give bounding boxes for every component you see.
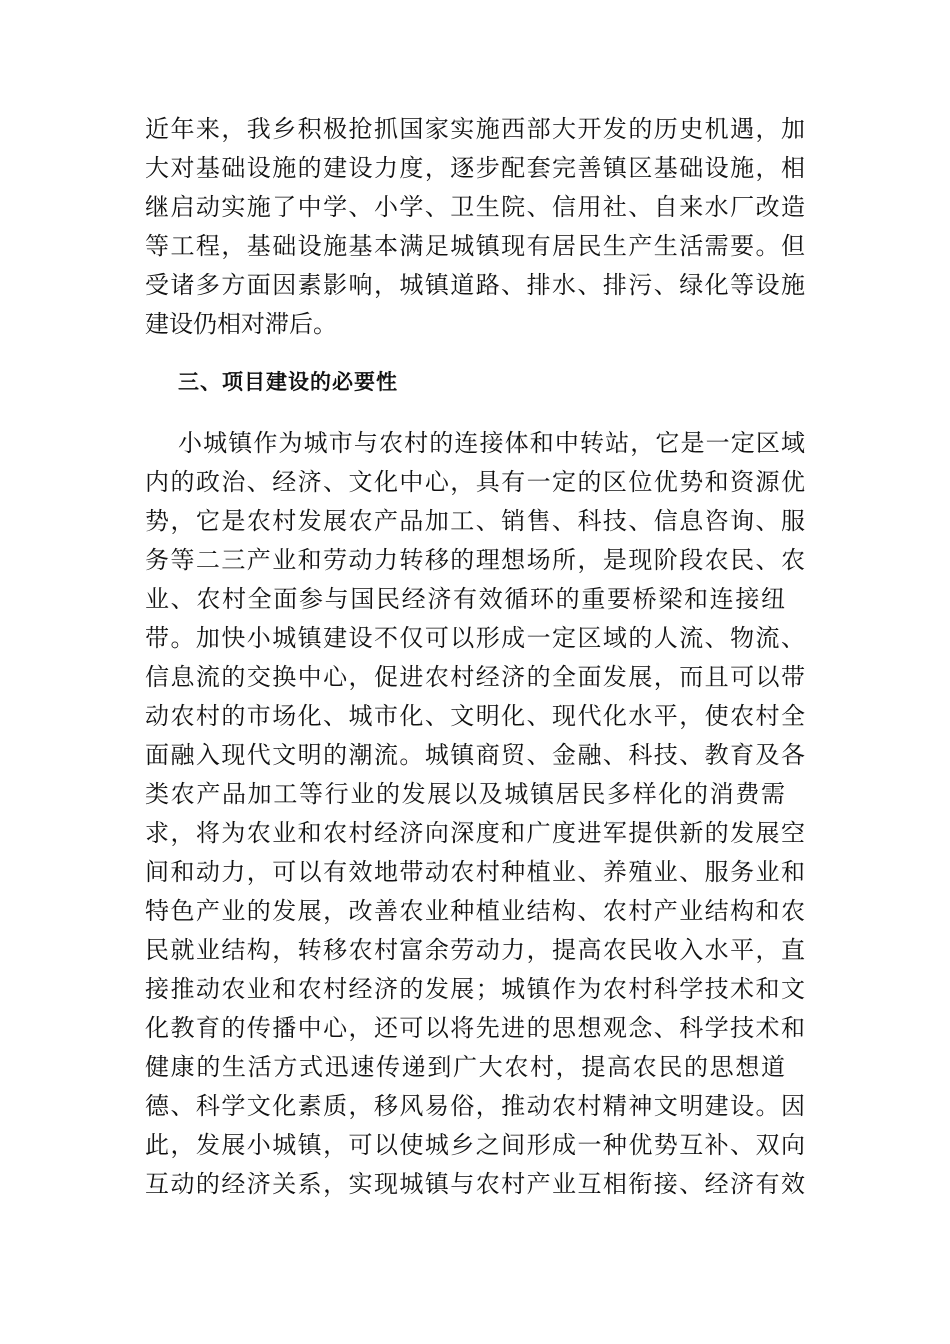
text-line: 健康的生活方式迅速传递到广大农村，提高农民的思想道 — [145, 1053, 785, 1081]
text-line: 势，它是农村发展农产品加工、销售、科技、信息咨询、服 — [145, 507, 805, 535]
text-line: 务等二三产业和劳动力转移的理想场所，是现阶段农民、农 — [145, 546, 805, 574]
section-heading: 三、项目建设的必要性 — [178, 370, 398, 394]
text-line: 业、农村全面参与国民经济有效循环的重要桥梁和连接纽 — [145, 585, 785, 613]
text-line: 求，将为农业和农村经济向深度和广度进军提供新的发展空 — [145, 819, 805, 847]
text-line: 受诸多方面因素影响，城镇道路、排水、排污、绿化等设施 — [145, 271, 805, 299]
text-line: 接推动农业和农村经济的发展；城镇作为农村科学技术和文 — [145, 975, 805, 1003]
text-line: 等工程，基础设施基本满足城镇现有居民生产生活需要。但 — [145, 232, 805, 260]
text-line: 特色产业的发展，改善农业种植业结构、农村产业结构和农 — [145, 897, 805, 925]
text-line: 德、科学文化素质，移风易俗，推动农村精神文明建设。因 — [145, 1092, 805, 1120]
text-line: 互动的经济关系，实现城镇与农村产业互相衔接、经济有效 — [145, 1170, 805, 1198]
text-line: 继启动实施了中学、小学、卫生院、信用社、自来水厂改造 — [145, 193, 805, 221]
text-line: 类农产品加工等行业的发展以及城镇居民多样化的消费需 — [145, 780, 785, 808]
text-line: 民就业结构，转移农村富余劳动力，提高农民收入水平，直 — [145, 936, 805, 964]
text-line: 化教育的传播中心，还可以将先进的思想观念、科学技术和 — [145, 1014, 805, 1042]
text-line: 内的政治、经济、文化中心，具有一定的区位优势和资源优 — [145, 468, 805, 496]
text-line: 此，发展小城镇，可以使城乡之间形成一种优势互补、双向 — [145, 1131, 805, 1159]
text-line: 动农村的市场化、城市化、文明化、现代化水平，使农村全 — [145, 702, 805, 730]
text-line: 面融入现代文明的潮流。城镇商贸、金融、科技、教育及各 — [145, 741, 805, 769]
text-line: 间和动力，可以有效地带动农村种植业、养殖业、服务业和 — [145, 858, 805, 886]
text-line: 建设仍相对滞后。 — [145, 310, 337, 338]
text-line: 信息流的交换中心，促进农村经济的全面发展，而且可以带 — [145, 663, 805, 691]
text-line: 大对基础设施的建设力度，逐步配套完善镇区基础设施，相 — [145, 154, 805, 182]
text-line: 带。加快小城镇建设不仅可以形成一定区域的人流、物流、 — [145, 624, 805, 652]
text-line: 小城镇作为城市与农村的连接体和中转站，它是一定区域 — [178, 429, 805, 457]
text-line: 近年来，我乡积极抢抓国家实施西部大开发的历史机遇，加 — [145, 115, 805, 143]
